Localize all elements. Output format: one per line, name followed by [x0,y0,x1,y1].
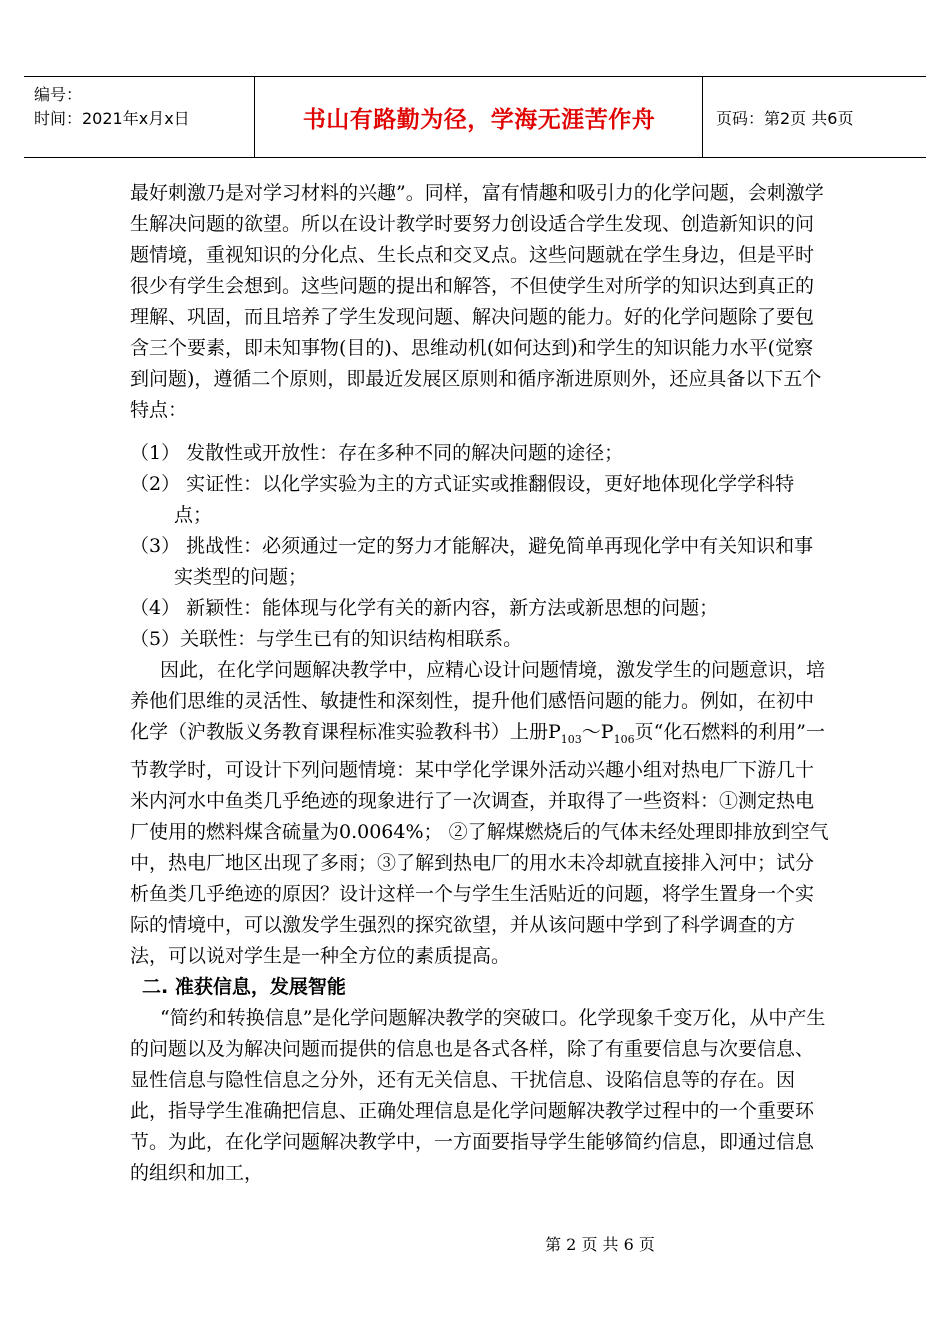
header-meta [34,83,262,131]
paragraph-1: 最好刺激乃是对学习材料的兴趣”。同样，富有情趣和吸引力的化学问题，会刺激学生解决问题的欲望。所以在设计教学时要努力创设适合学生发现、创造新知识的问题情境，重视知识的分化点、生长点和交叉点。这些问题就在学生身边，但是平时很少有学生会想到。这些问题的提出和解答，不但使学生对所学的知识达到真正的理解、巩固，而且培养了学生发现问题、解决问题的能力。好的化学问题除了要包含三个要素，即未知事物(目的)、思维动机(如何达到)和学生的知识能力水平(觉察到问题)，遵循二个原则，即最近发展区原则和循序渐进原则外，还应具备以下五个特点： [130,182,824,421]
page-footer: 第 2 页 共 6 页 [545,1235,655,1254]
header-motto: 书山有路勤为径，学海无涯苦作舟 [302,106,656,133]
document-body [130,178,830,1189]
list-item-4: （4） 新颖性：能体现与化学有关的新内容，新方法或新思想的问题； [130,597,719,619]
number-label: 编号： [34,85,83,104]
list-item-3: （3） 挑战性：必须通过一定的努力才能解决，避免简单再现化学中有关知识和事实类型的问题； [130,535,814,588]
header-page-label: 页码：第2页 共6页 [716,108,854,128]
list-item-5: （5）关联性：与学生已有的知识结构相联系。 [130,628,523,650]
time-label: 时间：2021年x月x日 [34,109,190,128]
header-divider-left [254,77,255,157]
paragraph-3: “简约和转换信息”是化学问题解决教学的突破口。化学现象千变万化，从中产生的问题以及为解决问题而提供的信息也是各式各样，除了有重要信息与次要信息、显性信息与隐性信息之分外，还有无关信息、干扰信息、设陷信息等的存在。因此，指导学生准确把信息、正确处理信息是化学问题解决教学过程中的一个重要环节。为此，在化学问题解决教学中，一方面要指导学生能够简约信息，即通过信息的组织和加工， [130,1006,826,1184]
paragraph-2: 因此，在化学问题解决教学中，应精心设计问题情境，激发学生的问题意识，培养他们思维的灵活性、敏捷性和深刻性，提升他们感悟问题的能力。例如，在初中化学（沪教版义务教育课程标准实验教科书）上册$P_{103}\sim P_{106}$页“化石燃料的利用”一节教学时，可设计下列问题情境：某中学化学课外活动兴趣小组对热电厂下游几十米内河水中鱼类几乎绝迹的现象进行了一次调查，并取得了一些资料：①测定热电厂使用的燃料煤含硫量为0.0064%； ②了解煤燃烧后的气体未经处理即排放到空气中，热电厂地区出现了多雨；③了解到热电厂的用水未冷却就直接排入河中；试分析鱼类几乎绝迹的原因？设计这样一个与学生生活贴近的问题，将学生置身一个实际的情境中，可以激发学生强烈的探究欲望，并从该问题中学到了科学调查的方法，可以说对学生是一种全方位的素质提高。 [130,659,829,967]
list-item-2: （2） 实证性：以化学实验为主的方式证实或推翻假设，更好地体现化学学科特点； [130,473,795,526]
page-header [24,76,926,158]
list-item-1: （1） 发散性或开放性：存在多种不同的解决问题的途径； [130,442,624,464]
section-heading: 二. 准获信息，发展智能 [142,975,346,998]
header-divider-right [702,77,703,157]
